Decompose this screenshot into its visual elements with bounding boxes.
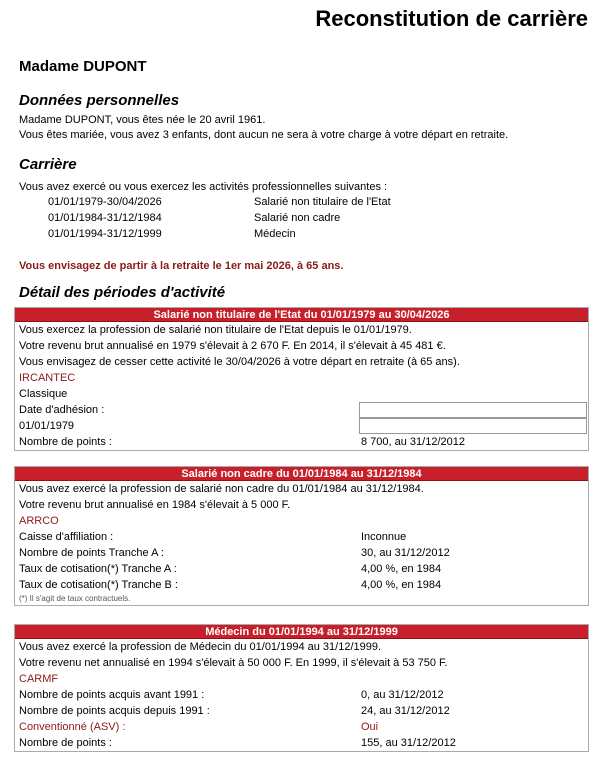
personal-family-text: Vous êtes mariée, vous avez 3 enfants, dont aucun ne sera à votre charge à votre départ en retraite. — [19, 129, 509, 141]
detail-label: Nombre de points : — [19, 737, 112, 749]
retirement-notice: Vous envisagez de partir à la retraite le 1er mai 2026, à 65 ans. — [19, 260, 344, 272]
period-text: Votre revenu brut annualisé en 1979 s'élevait à 2 670 F. En 2014, il s'élevait à 45 481 €. — [19, 340, 446, 352]
detail-value: 24, au 31/12/2012 — [361, 705, 450, 717]
detail-label: Taux de cotisation(*) Tranche B : — [19, 579, 178, 591]
detail-label: Nombre de points acquis avant 1991 : — [19, 689, 205, 701]
adhesion-date-row — [15, 418, 588, 434]
detail-row — [15, 561, 588, 577]
regime-name: Classique — [19, 388, 68, 400]
period-panel-header: Médecin du 01/01/1994 au 31/12/1999 — [15, 625, 588, 639]
points-row — [15, 434, 588, 450]
activity-row — [0, 226, 602, 242]
period-text: Votre revenu net annualisé en 1994 s'élevait à 50 000 F. En 1999, il s'élevait à 53 750 F. — [19, 657, 448, 669]
detail-label: Caisse d'affiliation : — [19, 531, 114, 543]
personal-data-heading: Données personnelles — [19, 92, 180, 109]
period-panel-non-titulaire — [14, 307, 589, 451]
activity-row — [0, 194, 602, 210]
period-panel-header: Salarié non titulaire de l'Etat du 01/01/1979 au 30/04/2026 — [15, 308, 588, 322]
activity-label: Salarié non cadre — [254, 212, 341, 224]
period-panel-non-cadre — [14, 466, 589, 606]
period-text: Vous avez exercé la profession de Médecin du 01/01/1994 au 31/12/1999. — [19, 641, 382, 653]
scheme-name: CARMF — [19, 673, 59, 685]
activity-dates: 01/01/1979-30/04/2026 — [48, 196, 162, 208]
activity-details-heading: Détail des périodes d'activité — [19, 284, 226, 301]
detail-row — [15, 545, 588, 561]
activity-dates: 01/01/1994-31/12/1999 — [48, 228, 162, 240]
adhesion-date: 01/01/1979 — [19, 420, 75, 432]
detail-row — [15, 687, 588, 703]
detail-value: 30, au 31/12/2012 — [361, 547, 450, 559]
career-intro-text: Vous avez exercé ou vous exercez les activités professionnelles suivantes : — [19, 181, 388, 193]
period-panel-header: Salarié non cadre du 01/01/1984 au 31/12/1984 — [15, 467, 588, 481]
period-text: Vous exercez la profession de salarié non titulaire de l'Etat depuis le 01/01/1979. — [19, 324, 412, 336]
period-text: Vous avez exercé la profession de salarié non cadre du 01/01/1984 au 31/12/1984. — [19, 483, 424, 495]
detail-row — [15, 577, 588, 593]
detail-row — [15, 719, 588, 735]
detail-value: 4,00 %, en 1984 — [361, 563, 442, 575]
detail-label: Conventionné (ASV) : — [19, 721, 126, 733]
detail-value: 4,00 %, en 1984 — [361, 579, 442, 591]
career-heading: Carrière — [19, 156, 77, 173]
period-text: Vous envisagez de cesser cette activité le 30/04/2026 à votre départ en retraite (à 65 ans). — [19, 356, 460, 368]
period-panel-medecin — [14, 624, 589, 752]
points-label: Nombre de points : — [19, 436, 112, 448]
detail-label: Taux de cotisation(*) Tranche A : — [19, 563, 177, 575]
adhesion-label: Date d'adhésion : — [19, 404, 105, 416]
footnote: (*) Il s'agit de taux contractuels. — [19, 594, 131, 603]
activity-label: Salarié non titulaire de l'Etat — [254, 196, 391, 208]
detail-row — [15, 703, 588, 719]
document-title: Reconstitution de carrière — [315, 6, 588, 31]
adhesion-input-box[interactable] — [359, 402, 587, 418]
adhesion-row — [15, 402, 588, 418]
period-text: Votre revenu brut annualisé en 1984 s'élevait à 5 000 F. — [19, 499, 291, 511]
detail-value: 0, au 31/12/2012 — [361, 689, 444, 701]
personal-birth-text: Madame DUPONT, vous êtes née le 20 avril 1961. — [19, 114, 266, 126]
activity-dates: 01/01/1984-31/12/1984 — [48, 212, 162, 224]
detail-row — [15, 735, 588, 751]
detail-row — [15, 529, 588, 545]
detail-value: Inconnue — [361, 531, 407, 543]
points-value: 8 700, au 31/12/2012 — [361, 436, 465, 448]
detail-value: Oui — [361, 721, 379, 733]
detail-label: Nombre de points acquis depuis 1991 : — [19, 705, 210, 717]
activity-label: Médecin — [254, 228, 296, 240]
detail-label: Nombre de points Tranche A : — [19, 547, 164, 559]
scheme-name: ARRCO — [19, 515, 59, 527]
addressee-name: Madame DUPONT — [19, 58, 147, 75]
activity-row — [0, 210, 602, 226]
scheme-name: IRCANTEC — [19, 372, 76, 384]
detail-value: 155, au 31/12/2012 — [361, 737, 456, 749]
adhesion-date-input-box[interactable] — [359, 418, 587, 434]
